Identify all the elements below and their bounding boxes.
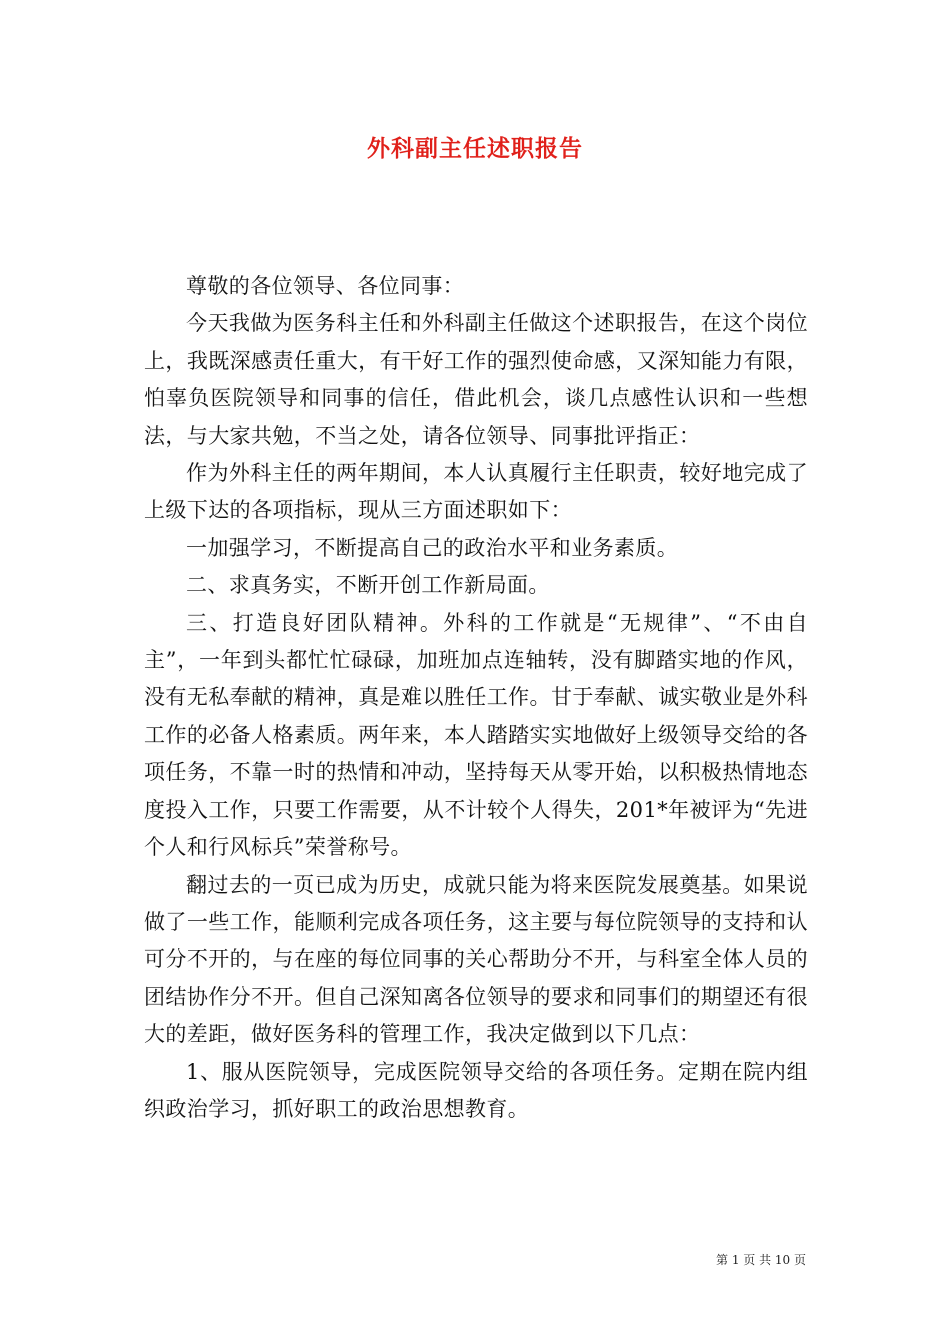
page-number: 第 1 页 共 10 页 — [716, 1253, 806, 1267]
paragraph-point-two: 二、求真务实，不断开创工作新局面。 — [186, 573, 550, 598]
document-title: 外科副主任述职报告 — [367, 135, 583, 162]
document-body — [144, 268, 808, 1128]
paragraph-greeting: 尊敬的各位领导、各位同事： — [186, 274, 465, 298]
paragraph-reflection: 翻过去的一页已成为历史，成就只能为将来医院发展奠基。如果说做了一些工作，能顺利完成各项任务，这主要与每位院领导的支持和认可分不开的，与在座的每位同事的关心帮助分不开，与科室全体人员的团结协作分不开。但自己深知离各位领导的要求和同事们的期望还有很大的差距，做好医务科的管理工作，我决定做到以下几点： — [144, 872, 808, 1047]
paragraph-plan-one: 1、服从医院领导，完成医院领导交给的各项任务。定期在院内组织政治学习，抓好职工的政治思想教育。 — [144, 1059, 808, 1121]
paragraph-point-one: 一加强学习，不断提高自己的政治水平和业务素质。 — [186, 535, 679, 560]
paragraph-intro: 今天我做为医务科主任和外科副主任做这个述职报告，在这个岗位上，我既深感责任重大，有干好工作的强烈使命感，又深知能力有限，怕辜负医院领导和同事的信任，借此机会，谈几点感性认识和一些想法，与大家共勉，不当之处，请各位领导、同事批评指正： — [144, 311, 808, 448]
paragraph-point-three: 三、打造良好团队精神。外科的工作就是“无规律”、“不由自主”，一年到头都忙忙碌碌，加班加点连轴转，没有脚踏实地的作风，没有无私奉献的精神，真是难以胜任工作。甘于奉献、诚实敬业是外科工作的必备人格素质。两年来，本人踏踏实实地做好上级领导交给的各项任务，不靠一时的热情和冲动，坚持每天从零开始，以积极热情地态度投入工作，只要工作需要，从不计较个人得失，201*年被评为“先进个人和行风标兵”荣誉称号。 — [144, 610, 808, 860]
paragraph-overview: 作为外科主任的两年期间，本人认真履行主任职责，较好地完成了上级下达的各项指标，现从三方面述职如下： — [144, 461, 808, 523]
